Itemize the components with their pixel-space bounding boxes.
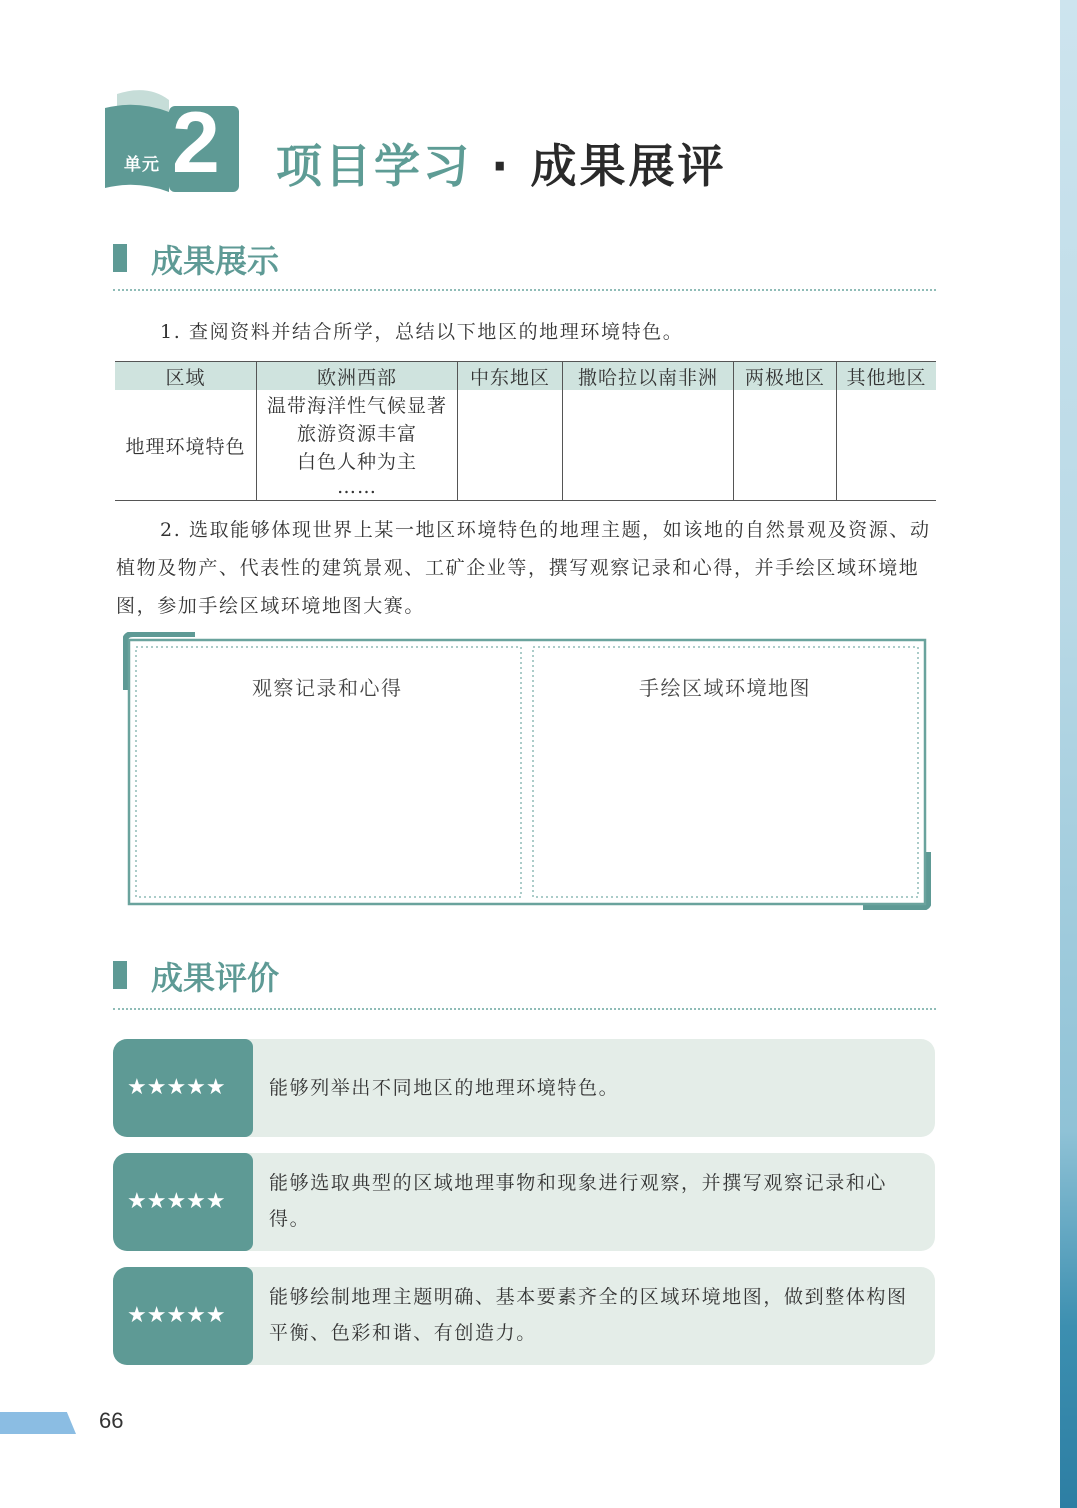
table-header-cell: 区域 <box>115 362 257 391</box>
evaluation-text: 能够列举出不同地区的地理环境特色。 <box>269 1077 620 1099</box>
empty-cell <box>458 390 563 501</box>
title-part1: 项目学习 <box>276 139 472 193</box>
section-bar <box>113 244 127 272</box>
table-header-cell: 中东地区 <box>458 362 563 391</box>
evaluation-item <box>113 1267 935 1365</box>
unit-label: 单元 <box>124 155 160 175</box>
question-1: 1. 查阅资料并结合所学，总结以下地区的地理环境特色。 <box>160 321 684 343</box>
europe-line: …… <box>337 476 377 498</box>
europe-line: 温带海洋性气候显著 <box>266 395 447 417</box>
section-bar <box>113 961 127 989</box>
evaluation-text: 能够绘制地理主题明确、基本要素齐全的区域环境地图，做到整体构图平衡、色彩和谐、有创造力。 <box>269 1286 908 1344</box>
observation-label: 观察记录和心得 <box>252 676 403 700</box>
section-title-eval: 成果评价 <box>151 959 280 997</box>
table-header-cell: 撒哈拉以南非洲 <box>563 362 734 391</box>
unit-number: 2 <box>172 95 220 191</box>
europe-line: 旅游资源丰富 <box>296 423 417 445</box>
table-header-cell: 两极地区 <box>734 362 837 391</box>
empty-cell <box>734 390 837 501</box>
observation-box <box>123 632 931 910</box>
evaluation-item <box>113 1153 935 1251</box>
empty-cell <box>837 390 937 501</box>
title-sep: · <box>472 139 531 193</box>
page-title <box>276 130 727 196</box>
row-label: 地理环境特色 <box>115 390 257 501</box>
evaluation-item <box>113 1039 935 1137</box>
page-number: 66 <box>99 1408 124 1433</box>
section-title-show: 成果展示 <box>151 242 280 280</box>
edge-decoration <box>1060 0 1077 1508</box>
environment-table <box>115 361 936 501</box>
star-rating-icon: ★★★★★ <box>127 1075 226 1100</box>
dotted-divider <box>113 1008 936 1010</box>
table-header-cell: 其他地区 <box>837 362 937 391</box>
question-2: 2. 选取能够体现世界上某一地区环境特色的地理主题，如该地的自然景观及资源、动植物及物产、代表性的建筑景观、工矿企业等，撰写观察记录和心得，并手绘区域环境地图，参加手绘区域环境地图大赛。 <box>116 519 931 617</box>
empty-cell <box>563 390 734 501</box>
map-label: 手绘区域环境地图 <box>639 676 811 700</box>
star-rating-icon: ★★★★★ <box>127 1189 226 1214</box>
star-rating-icon: ★★★★★ <box>127 1303 226 1328</box>
dotted-divider <box>113 289 936 291</box>
evaluation-text: 能够选取典型的区域地理事物和现象进行观察，并撰写观察记录和心得。 <box>269 1172 888 1230</box>
europe-line: 白色人种为主 <box>296 451 417 473</box>
table-header-row <box>115 362 936 391</box>
europe-cell <box>257 390 458 501</box>
table-header-cell: 欧洲西部 <box>257 362 458 391</box>
title-part2: 成果展评 <box>530 139 727 193</box>
page-tab-decoration <box>0 1412 76 1434</box>
table-row <box>115 390 936 501</box>
